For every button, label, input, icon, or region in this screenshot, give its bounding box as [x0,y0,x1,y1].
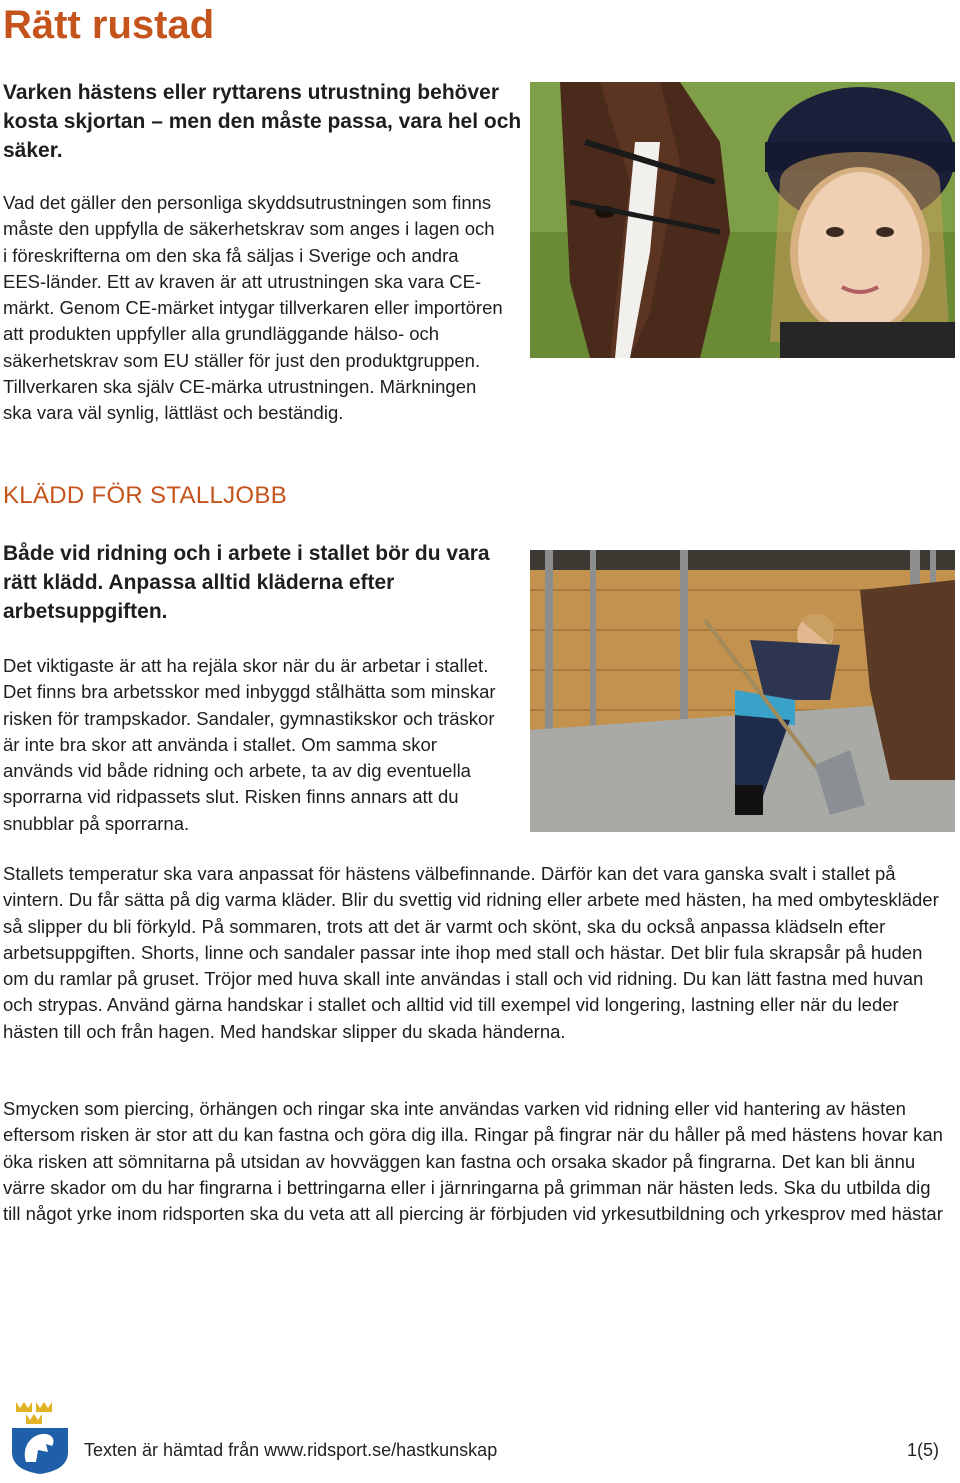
paragraph-shoes: Det viktigaste är att ha rejäla skor när du är arbetar i stallet. Det finns bra arbetsskor med inbyggd stålhätta som minskar risken för trampskador. Sandaler, gymnastikskor och träskor är inte bra skor att använda i stallet. Om samma skor används vid både ridning och arbete, ta av dig eventuella sporrarna vid ridpassets slut. Risken finns annars att du snubblar på sporrarna. [3,655,496,834]
paragraph-temperature: Stallets temperatur ska vara anpassat för hästens välbefinnande. Därför kan det vara ganska svalt i stallet på vintern. Du får sätta på dig varma kläder. Blir du svettig vid ridning eller arbete med hästen, ha med ombyteskläder så slipper du bli förkyld. På sommaren, trots att det är varmt och skönt, ska du också anpassa klädseln efter arbetsuppgiften. Shorts, linne och sandaler passar inte ihop med stall och hästar. Det blir fula skrapsår på huden om du ramlar på gruset. Tröjor med huva skall inte användas i stall och vid ridning. Du kan lätt fastna med huvan och strypas. Använd gärna handskar i stallet och alltid vid till exempel vid longering, lastning eller när du leder hästen till och från hagen. Med handskar slipper du skada händerna. [3,863,939,1042]
paragraph-ce-marking [3,190,953,466]
page-title: Rätt rustad [3,3,215,47]
stable-sweeping-illustration [530,550,955,832]
footer-source: Texten är hämtad från www.ridsport.se/hastkunskap [84,1440,498,1460]
section-lead: Både vid ridning och i arbete i stallet bör du vara rätt klädd. Anpassa alltid kläderna efter arbetsuppgiften. [3,542,490,623]
logo-crown-shield-icon [8,1400,72,1478]
svenska-ridsport-logo [8,1400,72,1478]
section-heading: KLÄDD FÖR STALLJOBB [3,482,287,509]
photo1-spacer [523,190,953,466]
paragraph-jewelry: Smycken som piercing, örhängen och ringar ska inte användas varken vid ridning eller vid hantering av hästen eftersom risken är stor att du kan fastna och göra dig illa. Ringar på fingrar när du håller på med hästens hovar kan öka risken att sömnitarna på utsidan av hovväggen kan fastna och orsaka skador på fingrarna. Det kan bli ännu värre skador om du har fingrarna i bettringarna eller i järnringarna på grimman när hästen leds. Ska du utbilda dig till något yrke inom ridsporten ska du veta att all piercing är förbjuden vid yrkesutbildning och yrkesprov med hästar [3,1098,943,1225]
page-number: 1(5) [907,1440,940,1460]
photo-stable-sweeping [530,550,955,832]
intro-lead: Varken hästens eller ryttarens utrustning behöver kosta skjortan – men den måste passa, vara hel och säker. [3,81,522,162]
paragraph-ce-marking-text: Vad det gäller den personliga skyddsutrustningen som finns måste den uppfylla de säkerhetskrav som anges i lagen och i föreskrifterna om den ska få säljas i Sverige och andra EES-länder. Ett av kraven är att utrustningen ska vara CE-märkt. Genom CE-märket intygar tillverkaren eller importören att produkten uppfyller alla grundläggande hälso- och säkerhetskrav som EU ställer för just den produktgruppen. Tillverkaren ska själv CE-märka utrustningen. Märkningen ska vara väl synlig, lättläst och beständig. [3,192,503,424]
